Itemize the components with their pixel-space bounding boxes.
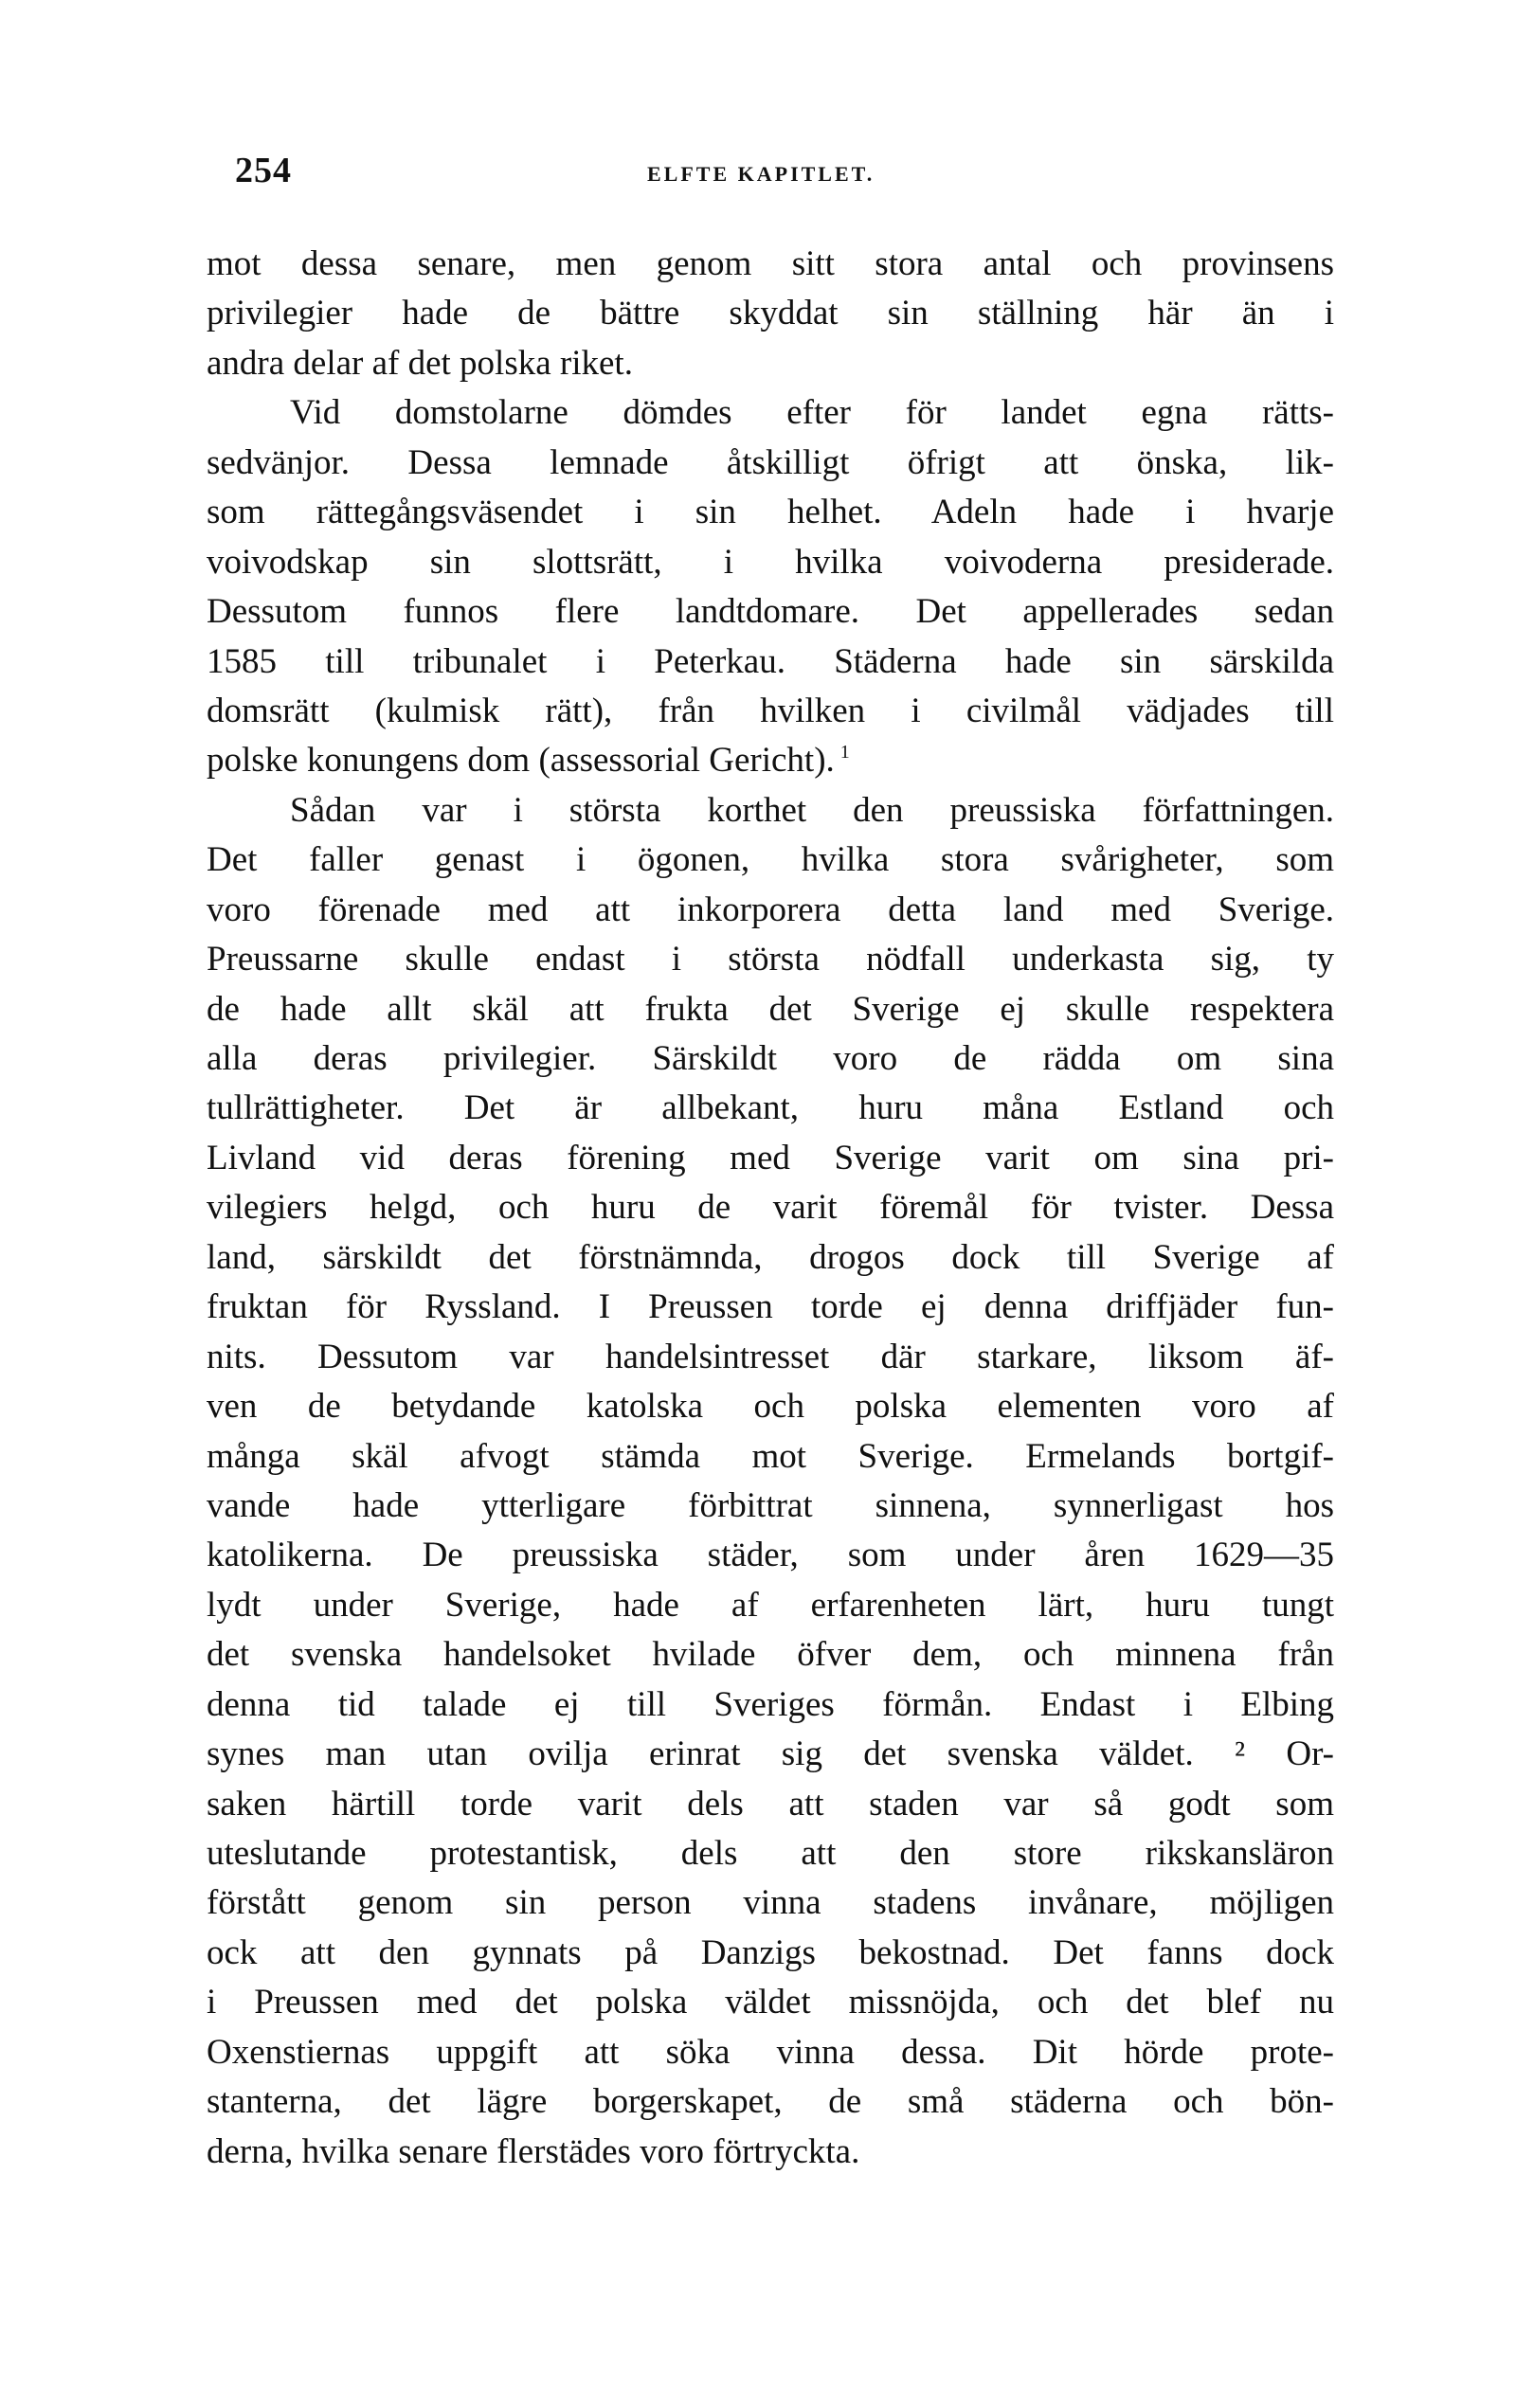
line-text: de hade allt skäl att frukta det Sverige ej skulle respektera (207, 989, 1334, 1029)
text-line (207, 1233, 1334, 1283)
text-line (207, 1730, 1334, 1779)
running-head: ELFTE KAPITLET. (647, 162, 875, 186)
text-line (207, 2028, 1334, 2077)
line-text: derna, hvilka senare flerstädes voro förtryckta. (207, 2131, 860, 2171)
text-line (207, 1581, 1334, 1630)
line-text: som rättegångsväsendet i sin helhet. Adeln hade i hvarje (207, 493, 1334, 532)
text-line (207, 985, 1334, 1034)
line-text: domsrätt (kulmisk rätt), från hvilken i civilmål vädjades till (207, 691, 1334, 730)
text-line (207, 339, 1334, 388)
text-line (207, 1829, 1334, 1878)
line-text: det svenska handelsoket hvilade öfver dem, och minnena från (207, 1635, 1334, 1675)
line-text: fruktan för Ryssland. I Preussen torde ej denna driffjäder fun- (207, 1287, 1334, 1327)
line-text: vande hade ytterligare förbittrat sinnena, synnerligast hos (207, 1485, 1334, 1525)
text-line (207, 1134, 1334, 1183)
text-line (207, 836, 1334, 885)
line-text: nits. Dessutom var handelsintresset där starkare, liksom äf- (207, 1337, 1334, 1376)
footnote-marker: 1 (839, 742, 850, 764)
line-text: många skäl afvogt stämda mot Sverige. Ermelands bortgif- (207, 1436, 1334, 1476)
line-text: tullrättigheter. Det är allbekant, huru måna Estland och (207, 1088, 1334, 1128)
line-text: sedvänjor. Dessa lemnade åtskilligt öfrigt att önska, lik- (207, 442, 1334, 482)
line-text: stanterna, det lägre borgerskapet, de små städerna och bön- (207, 2082, 1334, 2122)
text-line (207, 388, 1334, 438)
line-text: polske konungens dom (assessorial Gericht). (207, 741, 835, 781)
text-line (207, 1780, 1334, 1829)
line-text: katolikerna. De preussiska städer, som under åren 1629—35 (207, 1536, 1334, 1575)
text-line (207, 1183, 1334, 1232)
line-text: Vid domstolarne dömdes efter för landet egna rätts- (290, 393, 1334, 433)
text-line (207, 1929, 1334, 1978)
text-line (207, 289, 1334, 338)
text-line (207, 638, 1334, 687)
line-text: land, särskildt det förstnämnda, drogos dock till Sverige af (207, 1237, 1334, 1277)
text-line (207, 1978, 1334, 2027)
line-text: Preussarne skulle endast i största nödfall underkasta sig, ty (207, 940, 1334, 979)
line-text: 1585 till tribunalet i Peterkau. Städerna hade sin särskilda (207, 641, 1334, 681)
text-line (207, 538, 1334, 587)
line-text: andra delar af det polska riket. (207, 343, 633, 383)
line-text: ock att den gynnats på Danzigs bekostnad. Det fanns dock (207, 1932, 1334, 1972)
page-number: 254 (235, 151, 292, 190)
text-line (207, 1531, 1334, 1580)
text-line (207, 1333, 1334, 1382)
text-line (207, 2128, 1334, 2177)
text-line (207, 687, 1334, 736)
line-text: lydt under Sverige, hade af erfarenheten lärt, huru tungt (207, 1585, 1334, 1625)
line-text: mot dessa senare, men genom sitt stora antal och provinsens (207, 244, 1334, 283)
text-line (207, 587, 1334, 637)
line-text: saken härtill torde varit dels att staden var så godt som (207, 1784, 1334, 1824)
line-text: uteslutande protestantisk, dels att den store rikskansläron (207, 1834, 1334, 1873)
text-line (207, 1283, 1334, 1332)
body-text (207, 240, 1334, 2177)
line-text: Livland vid deras förening med Sverige varit om sina pri- (207, 1138, 1334, 1177)
line-text: Sådan var i största korthet den preussiska författningen. (290, 790, 1334, 830)
line-text: voro förenade med att inkorporera detta land med Sverige. (207, 890, 1334, 929)
text-line (207, 2077, 1334, 2127)
line-text: ven de betydande katolska och polska elementen voro af (207, 1387, 1334, 1427)
text-line (207, 1034, 1334, 1084)
line-text: förstått genom sin person vinna stadens invånare, möjligen (207, 1883, 1334, 1923)
text-line (207, 736, 1334, 785)
line-text: alla deras privilegier. Särskildt voro de rädda om sina (207, 1039, 1334, 1078)
line-text: vilegiers helgd, och huru de varit föremål för tvister. Dessa (207, 1188, 1334, 1228)
text-line (207, 1084, 1334, 1133)
line-text: Oxenstiernas uppgift att söka vinna dessa. Dit hörde prote- (207, 2032, 1334, 2072)
text-line (207, 1432, 1334, 1482)
text-line (207, 1630, 1334, 1680)
text-line (207, 488, 1334, 537)
text-line (207, 240, 1334, 289)
line-text: privilegier hade de bättre skyddat sin ställning här än i (207, 294, 1334, 333)
line-text: voivodskap sin slottsrätt, i hvilka voivoderna presiderade. (207, 542, 1334, 582)
text-line (207, 1680, 1334, 1730)
text-line (207, 886, 1334, 935)
text-line (207, 1482, 1334, 1531)
line-text: Dessutom funnos flere landtdomare. Det appellerades sedan (207, 592, 1334, 632)
page-header (207, 150, 1334, 207)
text-line (207, 1878, 1334, 1928)
line-text: synes man utan ovilja erinrat sig det svenska väldet. ² Or- (207, 1734, 1334, 1774)
text-line (207, 786, 1334, 836)
text-line (207, 1382, 1334, 1431)
text-line (207, 935, 1334, 984)
line-text: denna tid talade ej till Sveriges förmån. Endast i Elbing (207, 1684, 1334, 1724)
line-text: Det faller genast i ögonen, hvilka stora svårigheter, som (207, 840, 1334, 880)
text-line (207, 439, 1334, 488)
line-text: i Preussen med det polska väldet missnöjda, och det blef nu (207, 1983, 1334, 2022)
